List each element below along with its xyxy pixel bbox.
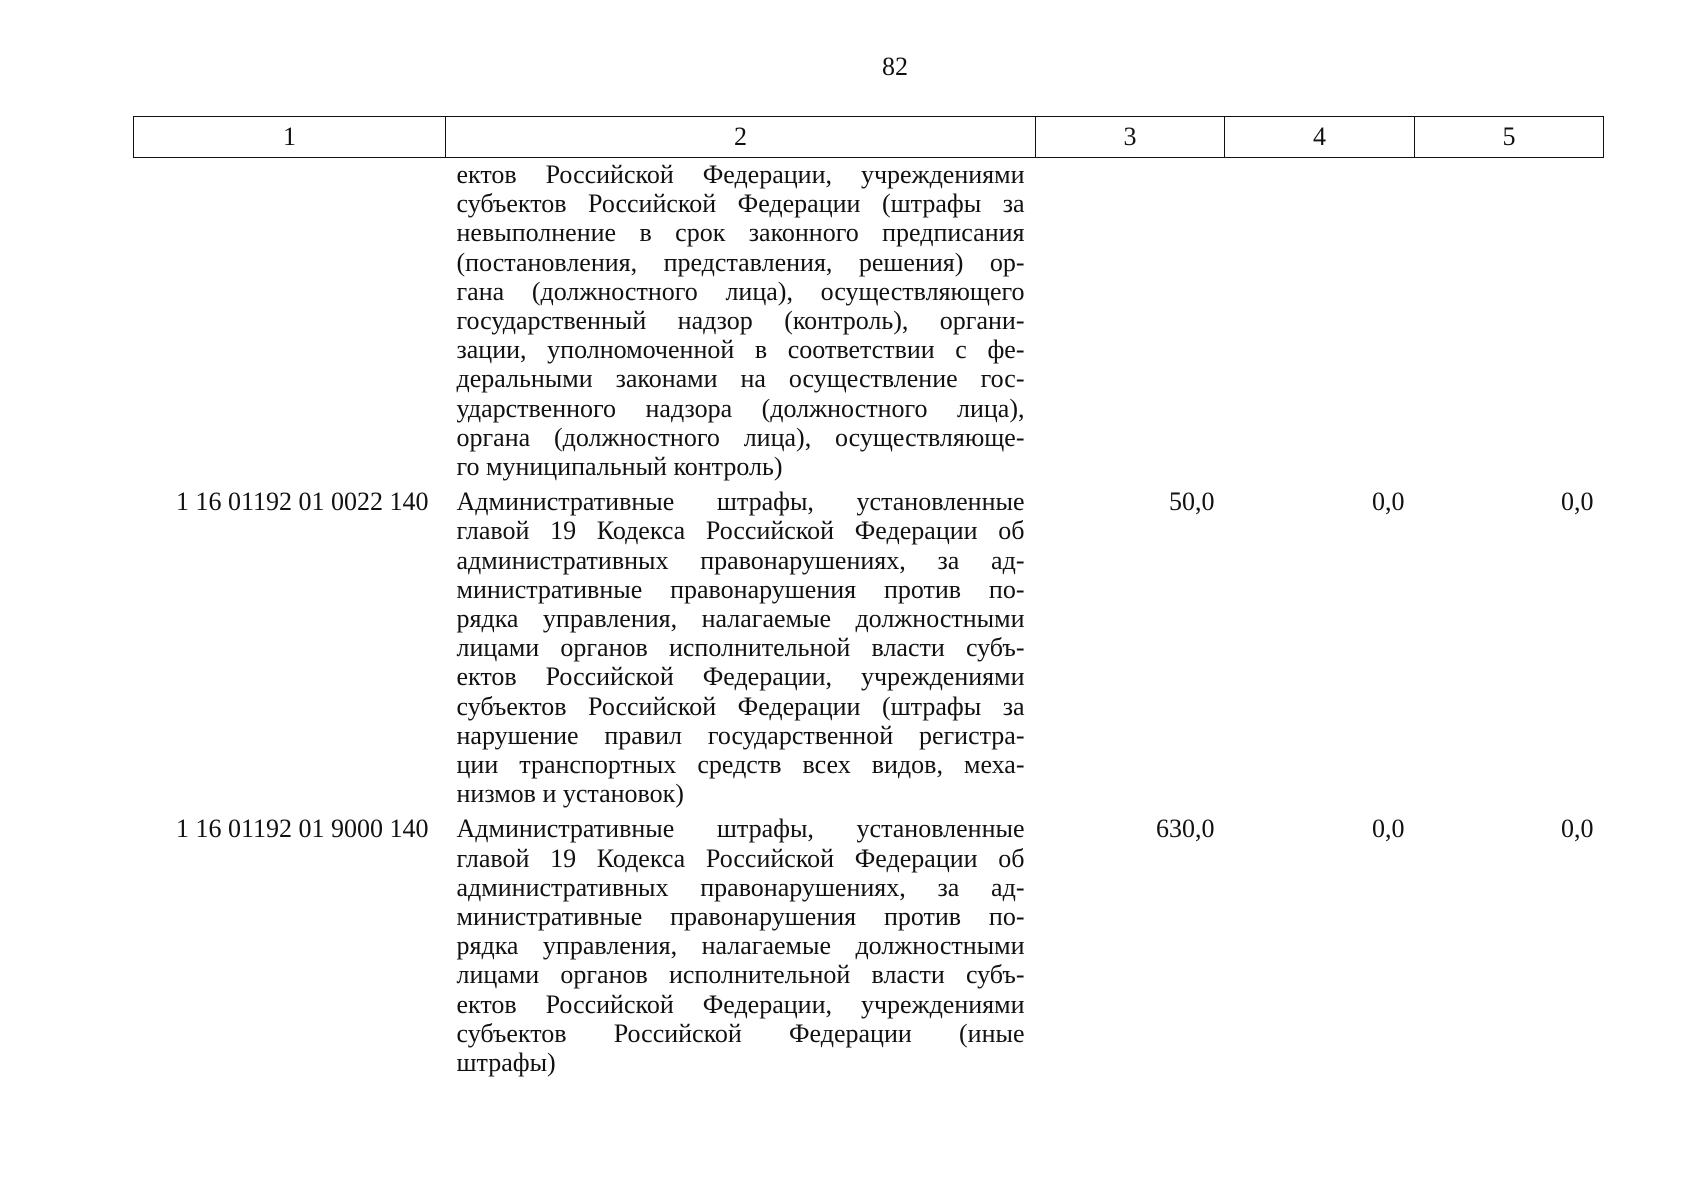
description-line: лицами органов исполнительной власти субъ- (456, 960, 1025, 990)
description-line: гана (должностного лица), осуществляющего (456, 276, 1025, 306)
table-row (134, 808, 1604, 1077)
value-col4: 0,0 (1372, 487, 1405, 517)
description-line: нарушение правил государственной регистра- (456, 720, 1025, 750)
value-col5: 0,0 (1561, 487, 1594, 517)
column-header-4: 4 (1225, 117, 1415, 158)
description-line: низмов и установок) (456, 779, 684, 809)
description-line: главой 19 Кодекса Российской Федерации об (456, 516, 1025, 546)
continuation-col4 (1225, 158, 1415, 482)
continuation-col3 (1036, 158, 1225, 482)
column-header-1: 1 (134, 117, 446, 158)
table-header-row (134, 117, 1604, 158)
column-header-3: 3 (1036, 117, 1225, 158)
description-line: невыполнение в срок законного предписания (456, 218, 1025, 248)
continuation-row (134, 158, 1604, 482)
description-line: министративные правонарушения против по- (456, 574, 1025, 604)
description-line: деральными законами на осуществление гос- (456, 364, 1025, 394)
description-line: субъектов Российской Федерации (иные (456, 1018, 1025, 1048)
description-line: административных правонарушениях, за ад- (456, 545, 1025, 575)
value-col3: 50,0 (1169, 487, 1215, 517)
description-line: субъектов Российской Федерации (штрафы за (456, 189, 1025, 219)
description-line: го муниципальный контроль) (456, 452, 783, 482)
description-line: штрафы) (456, 1048, 556, 1078)
revenue-code: 1 16 01192 01 9000 140 (175, 814, 429, 844)
description-line: зации, уполномоченной в соответствии с фе- (456, 335, 1025, 365)
revenue-description (446, 481, 1036, 808)
description-line: органа (должностного лица), осуществляюще- (456, 422, 1025, 452)
description-line: рядка управления, налагаемые должностными (456, 604, 1025, 634)
description-line: (постановления, представления, решения) ор- (456, 247, 1025, 277)
revenue-description (446, 808, 1036, 1077)
description-line: административных правонарушениях, за ад- (456, 872, 1025, 902)
description-line: государственный надзор (контроль), органи- (456, 306, 1025, 336)
description-line: ектов Российской Федерации, учреждениями (456, 989, 1025, 1019)
column-header-5: 5 (1415, 117, 1604, 158)
continuation-description (446, 158, 1036, 482)
description-line: рядка управления, налагаемые должностными (456, 931, 1025, 961)
description-line: ектов Российской Федерации, учреждениями (456, 160, 1025, 189)
value-col4: 0,0 (1372, 814, 1405, 844)
continuation-code-cell (134, 158, 446, 482)
description-line: лицами органов исполнительной власти субъ- (456, 633, 1025, 663)
value-col5: 0,0 (1561, 814, 1594, 844)
budget-revenue-table (133, 116, 1604, 1077)
description-line: Административные штрафы, установленные (456, 814, 1025, 844)
continuation-col5 (1415, 158, 1604, 482)
value-col3: 630,0 (1156, 814, 1215, 844)
description-line: субъектов Российской Федерации (штрафы за (456, 691, 1025, 721)
table-row (134, 481, 1604, 808)
description-line: ции транспортных средств всех видов, меха- (456, 750, 1025, 780)
revenue-code: 1 16 01192 01 0022 140 (175, 487, 429, 517)
description-line: ударственного надзора (должностного лица), (456, 393, 1025, 423)
description-line: министративные правонарушения против по- (456, 902, 1025, 932)
page-number: 82 (882, 52, 908, 81)
description-line: ектов Российской Федерации, учреждениями (456, 662, 1025, 692)
description-line: Административные штрафы, установленные (456, 487, 1025, 517)
column-header-2: 2 (446, 117, 1036, 158)
description-line: главой 19 Кодекса Российской Федерации об (456, 843, 1025, 873)
